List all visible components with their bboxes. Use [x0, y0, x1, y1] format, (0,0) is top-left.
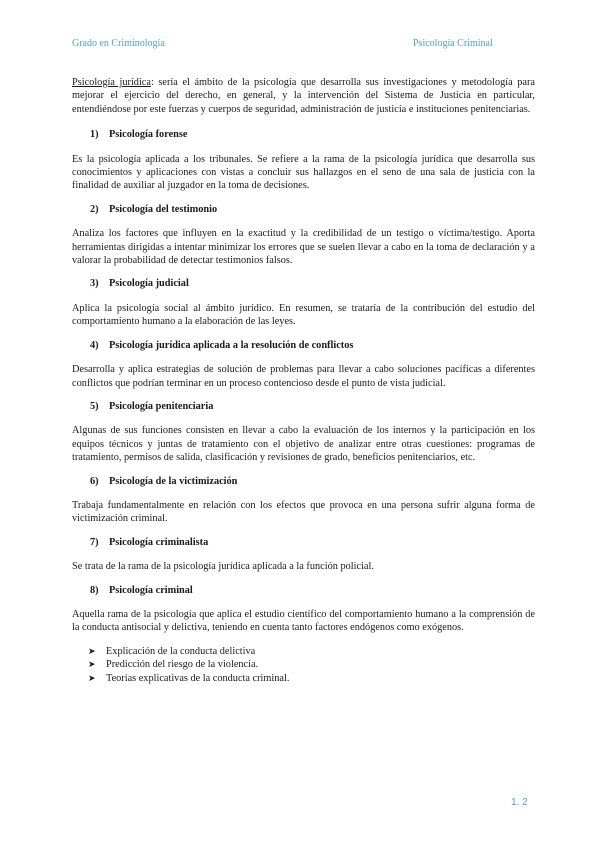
section-paragraph: Es la psicología aplicada a los tribunales. Se refiere a la rama de la psicología jurídica que desarrolla sus conocimientos y aplicaciones con vistas a concluir sus hallazgos en el seno de una sala de justicia con la finalidad de auxiliar al juzgador en la toma de decisiones.	[72, 153, 535, 192]
intro-text: : sería el ámbito de la psicología que desarrolla sus investigaciones y metodología para mejorar el ejercicio del derecho, en general, y la intervención del Sistema de Justicia en particular, entendiéndose por este fuerzas y cuerpos de seguridad, administración de justicia e instituciones penitenciarias.	[72, 77, 535, 115]
section-paragraph: Desarrolla y aplica estrategias de solución de problemas para llevar a cabo soluciones pacíficas a diferentes conflictos que podrían terminar en un proceso contencioso desde el punto de vista judicial.	[72, 364, 535, 389]
section-heading	[90, 536, 535, 549]
intro-term: Psicología jurídica	[72, 77, 151, 88]
section-title: Psicología del testimonio	[109, 203, 218, 215]
section-title: Psicología penitenciaria	[109, 400, 214, 412]
section-title: Psicología jurídica aplicada a la resolución de conflictos	[109, 339, 354, 351]
section-paragraph: Trabaja fundamentalmente en relación con los efectos que provoca en una persona sufrir alguna forma de victimización criminal.	[72, 499, 535, 525]
section-number: 6)	[90, 475, 99, 487]
section-heading	[90, 475, 535, 488]
document-body	[72, 76, 535, 685]
page-number: 1. 2	[511, 797, 528, 808]
section-heading	[90, 339, 535, 352]
section-number: 5)	[90, 400, 99, 412]
bullet-item: ➤ Explicación de la conducta delictiva	[88, 645, 256, 657]
section-heading	[90, 128, 535, 141]
section-paragraph: Analiza los factores que influyen en la exactitud y la credibilidad de un testigo o víctima/testigo. Aporta herramientas dirigidas a intentar minimizar los errores que se suelen llevar a cabo en la toma de declaración y a valorar la probabilidad de detectar testimonios falsos.	[72, 228, 535, 267]
section-paragraph: Aplica la psicología social al ámbito jurídico. En resumen, se trataría de la contribución del estudio del comportamiento humano a la elaboración de las leyes.	[72, 302, 535, 328]
section-number: 1)	[90, 129, 99, 141]
header-subject: Psicología Criminal	[413, 38, 493, 49]
section-paragraph: Algunas de sus funciones consisten en llevar a cabo la evaluación de los internos y la participación en los equipos técnicos y juntas de tratamiento con el objetivo de analizar entre otras cuestiones: programas de tratamiento, permisos de salida, clasificación y revisiones de grado, beneficios penitenciarios, etc.	[72, 425, 535, 464]
sections-list	[72, 128, 535, 635]
section-number: 7)	[90, 536, 99, 548]
section-title: Psicología judicial	[109, 278, 189, 290]
section-number: 4)	[90, 339, 99, 351]
section-heading	[90, 203, 535, 216]
section-title: Psicología forense	[109, 129, 188, 141]
section-title: Psicología criminalista	[109, 536, 209, 548]
arrow-bullet-icon: ➤	[88, 659, 96, 670]
section-heading	[90, 584, 535, 597]
bullet-item: ➤ Predicción del riesgo de la violencia.	[88, 659, 259, 671]
section-number: 2)	[90, 203, 99, 215]
bullet-list	[72, 645, 535, 685]
section-number: 3)	[90, 278, 99, 290]
intro-paragraph	[72, 76, 535, 116]
section-heading	[90, 277, 535, 290]
header-course: Grado en Criminología	[72, 38, 165, 49]
arrow-bullet-icon: ➤	[88, 645, 96, 656]
arrow-bullet-icon: ➤	[88, 672, 96, 683]
section-paragraph: Aquella rama de la psicología que aplica el estudio científico del comportamiento humano a la comprensión de la conducta antisocial y delictiva, teniendo en cuenta tanto factores endógenos como exógenos.	[72, 608, 535, 634]
bullet-item: ➤ Teorías explicativas de la conducta criminal.	[88, 672, 290, 684]
section-number: 8)	[90, 584, 99, 596]
section-heading	[90, 400, 535, 413]
section-title: Psicología criminal	[109, 584, 193, 596]
section-paragraph: Se trata de la rama de la psicología jurídica aplicada a la función policial.	[72, 561, 374, 573]
section-title: Psicología de la victimización	[109, 475, 238, 487]
